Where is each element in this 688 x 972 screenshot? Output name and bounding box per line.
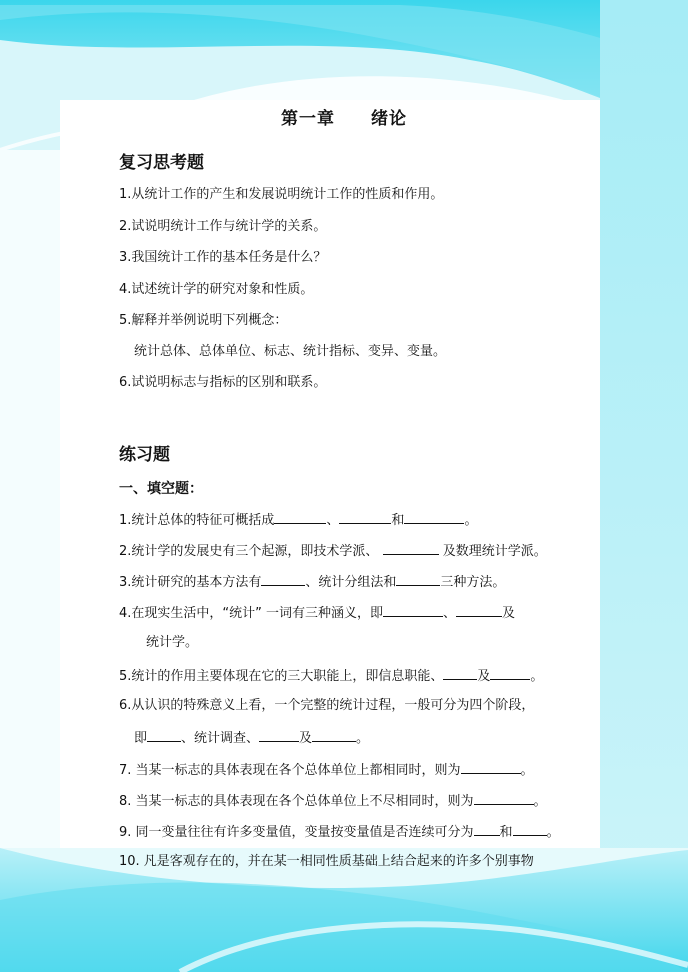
fill-in-section-heading: 一、填空题： bbox=[119, 481, 203, 497]
answer-blank bbox=[443, 666, 477, 680]
answer-blank bbox=[261, 572, 305, 586]
question-4-continued: 统计学。 bbox=[146, 635, 199, 650]
chapter-title: 第一章 绪论 bbox=[281, 109, 407, 129]
review-item-6: 6.试说明标志与指标的区别和联系。 bbox=[119, 375, 327, 390]
answer-blank bbox=[474, 791, 534, 805]
review-item-5: 5.解释并举例说明下列概念： bbox=[119, 313, 288, 328]
answer-blank bbox=[383, 541, 439, 555]
question-5: 5.统计的作用主要体现在它的三大职能上，即信息职能、 及 。 bbox=[119, 666, 543, 686]
answer-blank bbox=[383, 603, 443, 617]
answer-blank bbox=[461, 760, 521, 774]
answer-blank bbox=[474, 822, 500, 836]
question-6-continued: 即 、统计调查、 及 。 bbox=[134, 728, 369, 748]
review-heading: 复习思考题 bbox=[119, 153, 204, 173]
answer-blank bbox=[396, 572, 440, 586]
question-6: 6.从认识的特殊意义上看，一个完整的统计过程，一般可分为四个阶段， bbox=[119, 698, 535, 713]
review-item-4: 4.试述统计学的研究对象和性质。 bbox=[119, 282, 314, 297]
answer-blank bbox=[274, 510, 326, 524]
answer-blank bbox=[312, 728, 356, 742]
review-item-5-concepts: 统计总体、总体单位、标志、统计指标、变异、变量。 bbox=[134, 344, 447, 359]
answer-blank bbox=[456, 603, 502, 617]
question-3: 3.统计研究的基本方法有 、统计分组法和 三种方法。 bbox=[119, 572, 505, 592]
answer-blank bbox=[404, 510, 464, 524]
answer-blank bbox=[339, 510, 391, 524]
question-2: 2.统计学的发展史有三个起源，即技术学派、 及数理统计学派。 bbox=[119, 541, 547, 561]
review-item-1: 1.从统计工作的产生和发展说明统计工作的性质和作用。 bbox=[119, 187, 444, 202]
review-item-2: 2.试说明统计工作与统计学的关系。 bbox=[119, 219, 327, 234]
question-7: 7. 当某一标志的具体表现在各个总体单位上都相同时，则为 。 bbox=[119, 760, 534, 780]
review-item-3: 3.我国统计工作的基本任务是什么？ bbox=[119, 250, 327, 265]
answer-blank bbox=[513, 822, 547, 836]
exercise-heading: 练习题 bbox=[119, 445, 170, 465]
answer-blank bbox=[147, 728, 181, 742]
answer-blank bbox=[490, 666, 530, 680]
question-10: 10. 凡是客观存在的，并在某一相同性质基础上结合起来的许多个别事物 bbox=[119, 854, 534, 869]
question-1: 1.统计总体的特征可概括成 、 和 。 bbox=[119, 510, 477, 530]
question-4: 4.在现实生活中，“统计” 一词有三种涵义，即 、 及 bbox=[119, 603, 515, 623]
answer-blank bbox=[259, 728, 299, 742]
question-9: 9. 同一变量往往有许多变量值，变量按变量值是否连续可分为 和 。 bbox=[119, 822, 560, 842]
question-8: 8. 当某一标志的具体表现在各个总体单位上不尽相同时，则为 。 bbox=[119, 791, 547, 811]
